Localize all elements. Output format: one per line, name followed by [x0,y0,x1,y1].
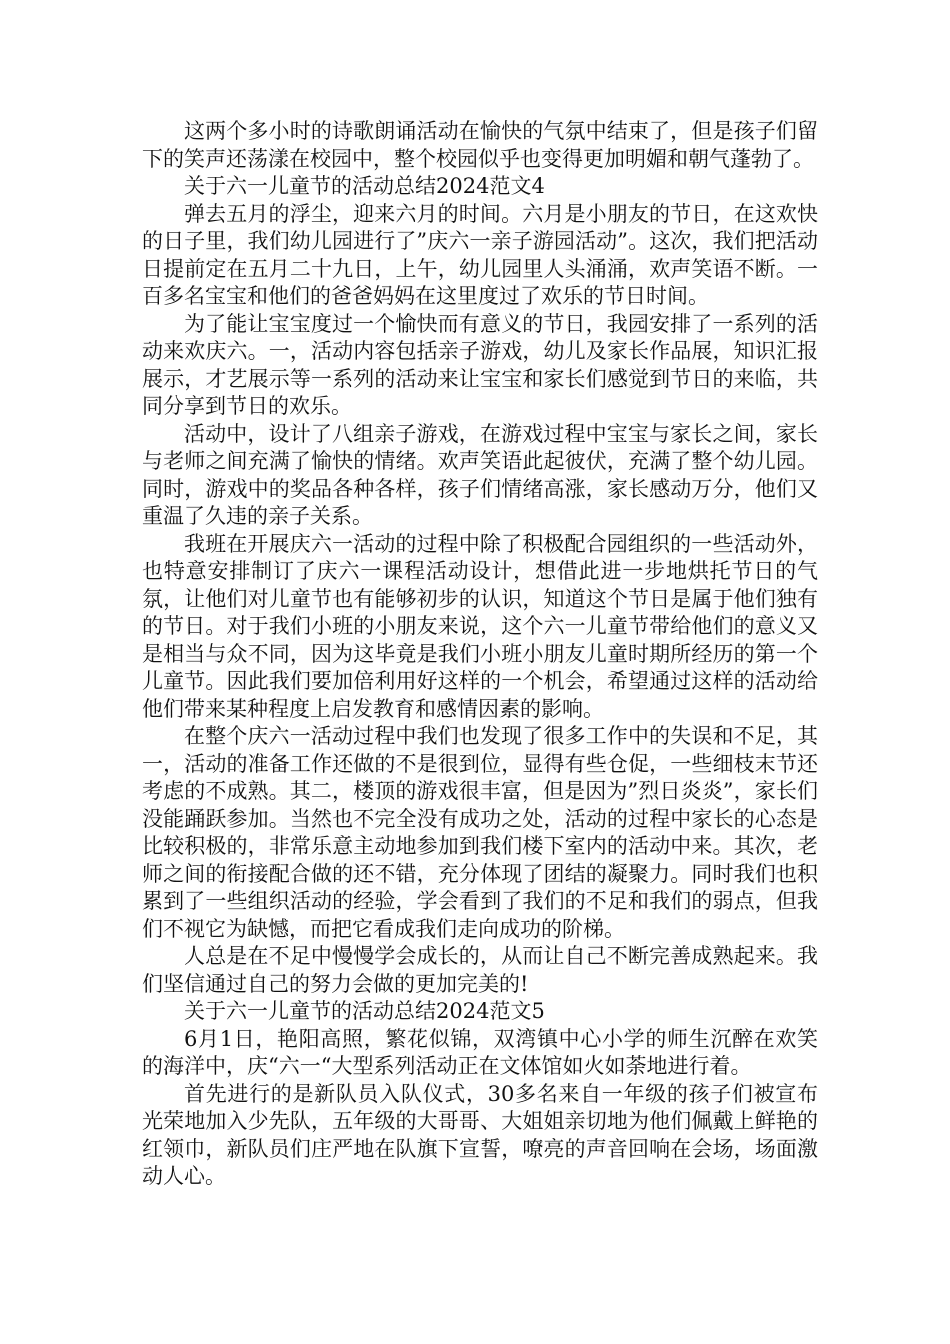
paragraph: 在整个庆六一活动过程中我们也发现了很多工作中的失误和不足，其一，活动的准备工作还做的不是很到位，显得有些仓促，一些细枝末节还考虑的不成熟。其二，楼顶的游戏很丰富，但是因为”烈日炎炎”，家长们没能踊跃参加。当然也不完全没有成功之处，活动的过程中家长的心态是比较积极的，非常乐意主动地参加到我们楼下室内的活动中来。其次，老师之间的衔接配合做的还不错，充分体现了团结的凝聚力。同时我们也积累到了一些组织活动的经验，学会看到了我们的不足和我们的弱点，但我们不视它为缺憾，而把它看成我们走向成功的阶梯。 [142,724,818,941]
paragraph: 弹去五月的浮尘，迎来六月的时间。六月是小朋友的节日，在这欢快的日子里，我们幼儿园进行了”庆六一亲子游园活动”。这次，我们把活动日提前定在五月二十九日，上午，幼儿园里人头涌涌，欢声笑语不断。一百多名宝宝和他们的爸爸妈妈在这里度过了欢乐的节日时间。 [142,201,818,308]
paragraph: 活动中，设计了八组亲子游戏，在游戏过程中宝宝与家长之间，家长与老师之间充满了愉快的情绪。欢声笑语此起彼伏，充满了整个幼儿园。同时，游戏中的奖品各种各样，孩子们情绪高涨，家长感动万分，他们又重温了久违的亲子关系。 [142,421,818,528]
paragraph: 首先进行的是新队员入队仪式，30多名来自一年级的孩子们被宣布光荣地加入少先队，五年级的大哥哥、大姐姐亲切地为他们佩戴上鲜艳的红领巾，新队员们庄严地在队旗下宣誓，嘹亮的声音回响在会场，场面激动人心。 [142,1081,818,1188]
section-heading: 关于六一儿童节的活动总结2024范文4 [184,174,545,198]
paragraph: 6月1日，艳阳高照，繁花似锦，双湾镇中心小学的师生沉醉在欢笑的海洋中，庆“六一“大型系列活动正在文体馆如火如荼地进行着。 [142,1026,818,1078]
section-heading: 关于六一儿童节的活动总结2024范文5 [184,999,545,1023]
paragraph: 这两个多小时的诗歌朗诵活动在愉快的气氛中结束了，但是孩子们留下的笑声还荡漾在校园中，整个校园似乎也变得更加明媚和朝气蓬勃了。 [142,119,818,171]
document-page [142,118,818,1191]
paragraph: 我班在开展庆六一活动的过程中除了积极配合园组织的一些活动外，也特意安排制订了庆六一课程活动设计，想借此进一步地烘托节日的气氛，让他们对儿童节也有能够初步的认识，知道这个节日是属于他们独有的节日。对于我们小班的小朋友来说，这个六一儿童节带给他们的意义又是相当与众不同，因为这毕竟是我们小班小朋友儿童时期所经历的第一个儿童节。因此我们要加倍利用好这样的一个机会，希望通过这样的活动给他们带来某种程度上启发教育和感情因素的影响。 [142,531,818,721]
paragraph: 人总是在不足中慢慢学会成长的，从而让自己不断完善成熟起来。我们坚信通过自己的努力会做的更加完美的! [142,944,818,996]
paragraph: 为了能让宝宝度过一个愉快而有意义的节日，我园安排了一系列的活动来欢庆六。一，活动内容包括亲子游戏，幼儿及家长作品展，知识汇报展示，才艺展示等一系列的活动来让宝宝和家长们感觉到节日的来临，共同分享到节日的欢乐。 [142,311,818,418]
